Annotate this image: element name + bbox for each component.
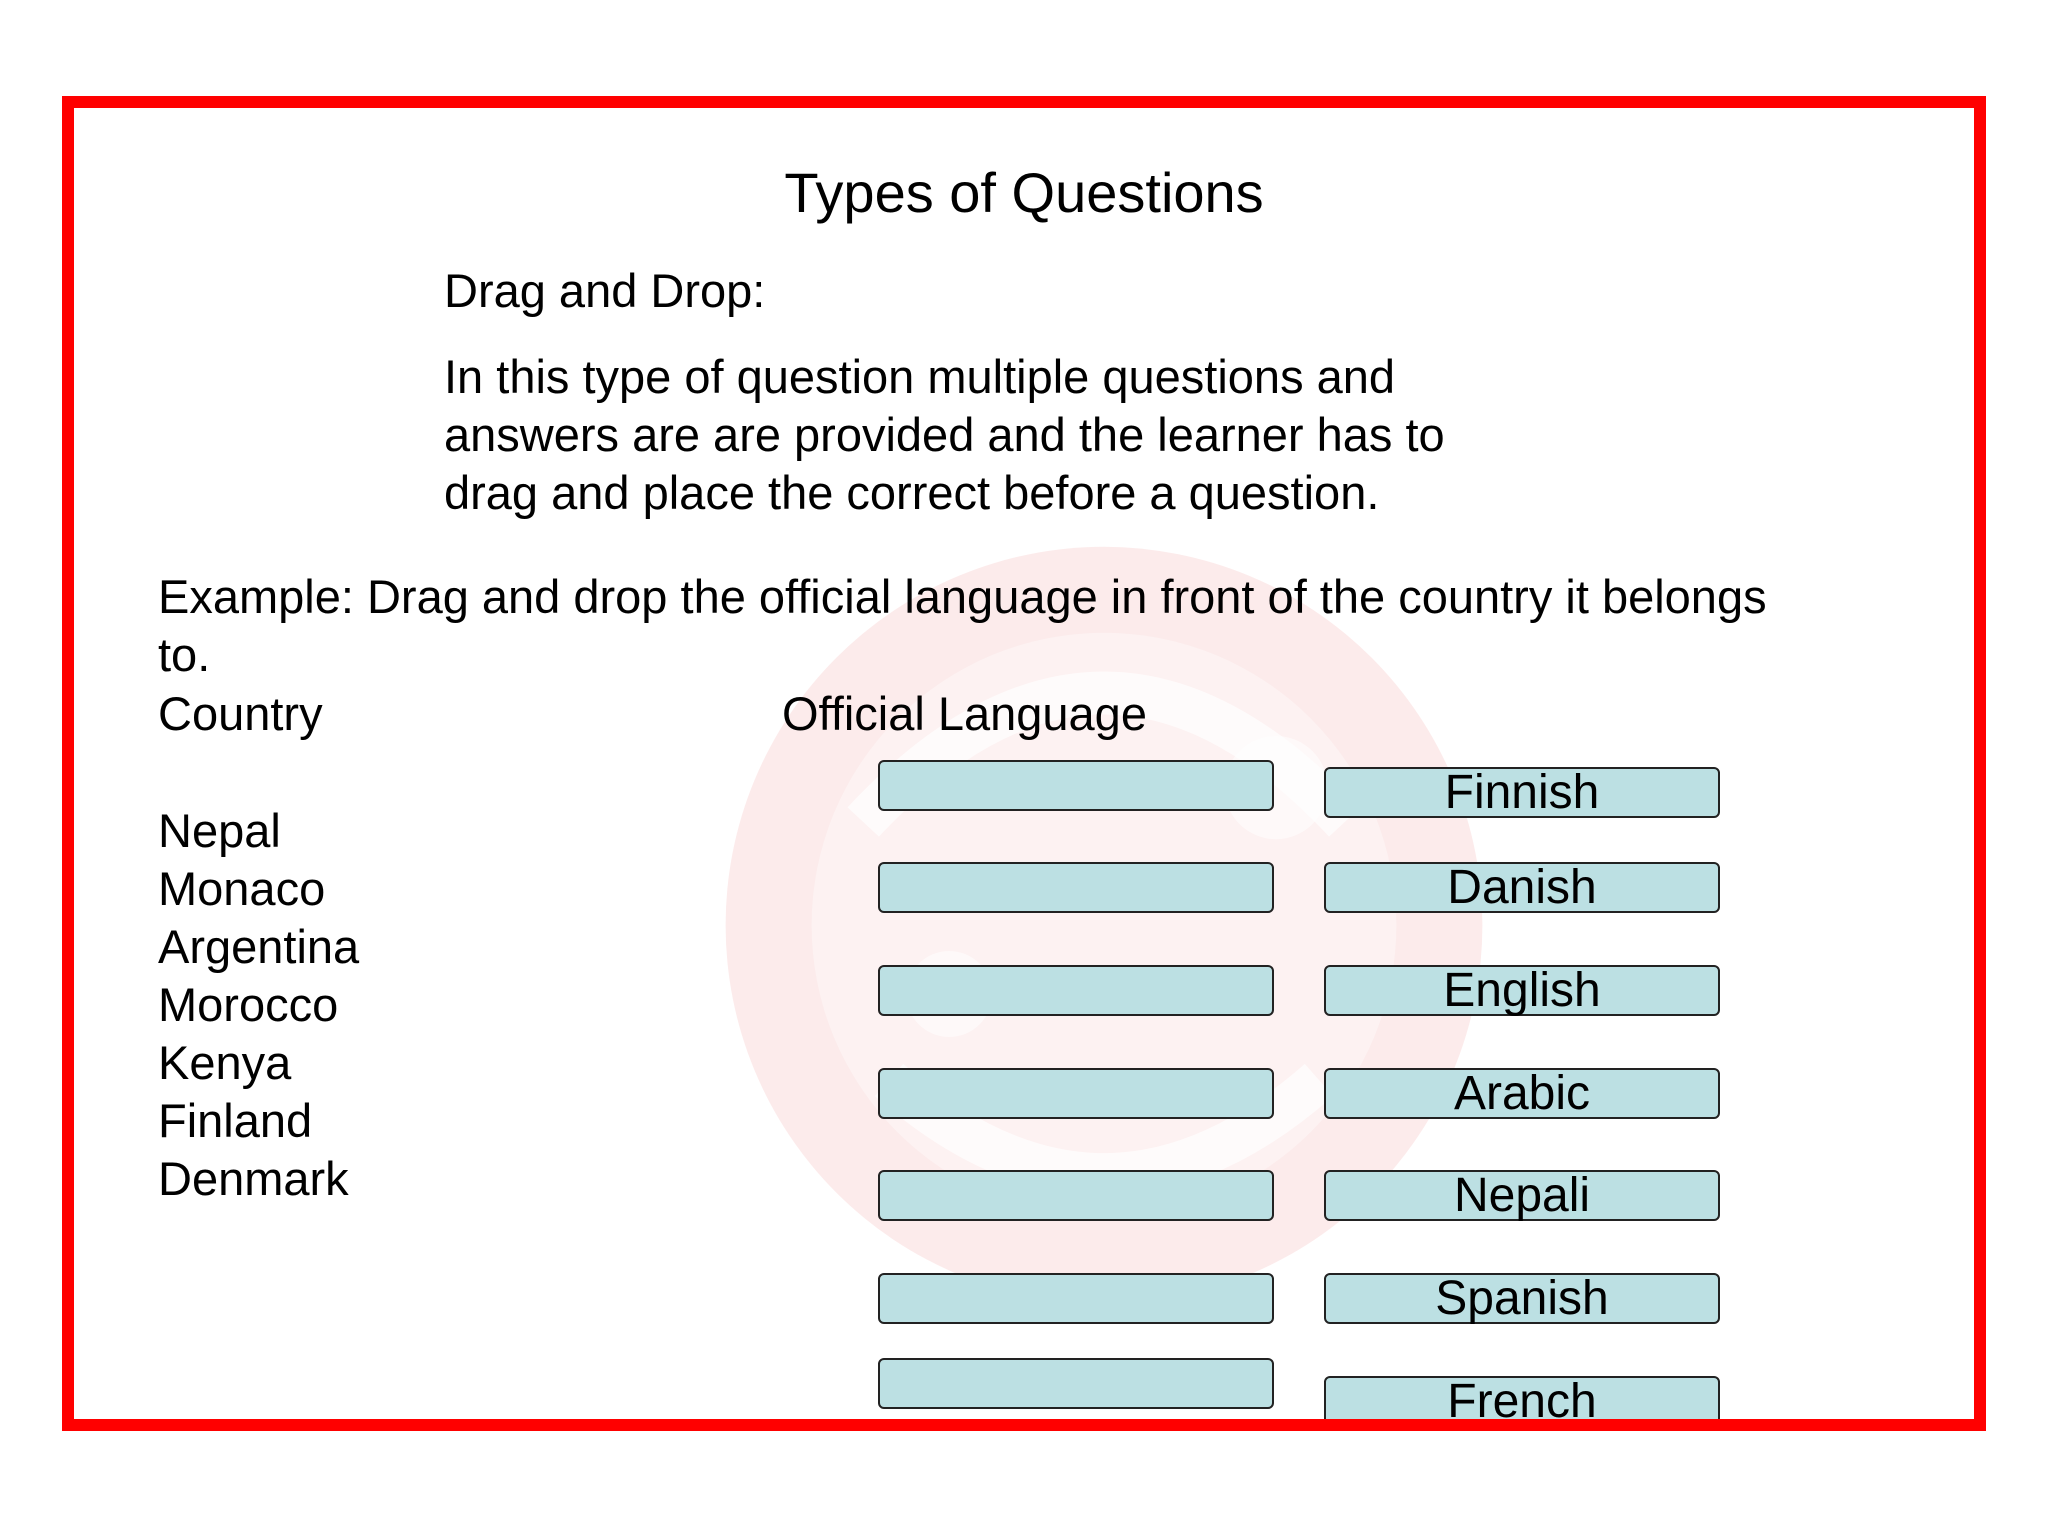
- drop-target-4[interactable]: [878, 1068, 1274, 1119]
- draggable-language-nepali[interactable]: Nepali: [1324, 1170, 1720, 1221]
- country-item: Finland: [158, 1094, 313, 1147]
- description-line: In this type of question multiple questions and: [444, 350, 1396, 403]
- slide-frame: [62, 96, 1986, 1431]
- draggable-language-english[interactable]: English: [1324, 965, 1720, 1016]
- drop-target-1[interactable]: [878, 760, 1274, 811]
- draggable-language-arabic[interactable]: Arabic: [1324, 1068, 1720, 1119]
- description-line: drag and place the correct before a question.: [444, 466, 1380, 519]
- drop-target-3[interactable]: [878, 965, 1274, 1016]
- country-item: Denmark: [158, 1152, 349, 1205]
- country-item: Argentina: [158, 920, 360, 973]
- drop-target-5[interactable]: [878, 1170, 1274, 1221]
- country-item: Kenya: [158, 1036, 292, 1089]
- country-item: Morocco: [158, 978, 339, 1031]
- drop-target-7[interactable]: [878, 1358, 1274, 1409]
- language-column-header: Official Language: [782, 687, 1147, 740]
- draggable-language-french[interactable]: French: [1324, 1376, 1720, 1427]
- example-line: to.: [158, 628, 211, 681]
- draggable-language-danish[interactable]: Danish: [1324, 862, 1720, 913]
- country-column-header: Country: [158, 687, 323, 740]
- example-instructions: [158, 568, 1958, 684]
- question-type-description: [444, 348, 1644, 522]
- question-type-heading: Drag and Drop:: [444, 264, 766, 317]
- description-line: answers are are provided and the learner has to: [444, 408, 1445, 461]
- example-line: Example: Drag and drop the official language in front of the country it belongs: [158, 570, 1767, 623]
- country-item: Nepal: [158, 804, 281, 857]
- country-item: Monaco: [158, 862, 326, 915]
- drop-target-6[interactable]: [878, 1273, 1274, 1324]
- drop-target-2[interactable]: [878, 862, 1274, 913]
- draggable-language-spanish[interactable]: Spanish: [1324, 1273, 1720, 1324]
- draggable-language-finnish[interactable]: Finnish: [1324, 767, 1720, 818]
- page-title: Types of Questions: [784, 161, 1264, 224]
- country-list: [158, 802, 359, 1208]
